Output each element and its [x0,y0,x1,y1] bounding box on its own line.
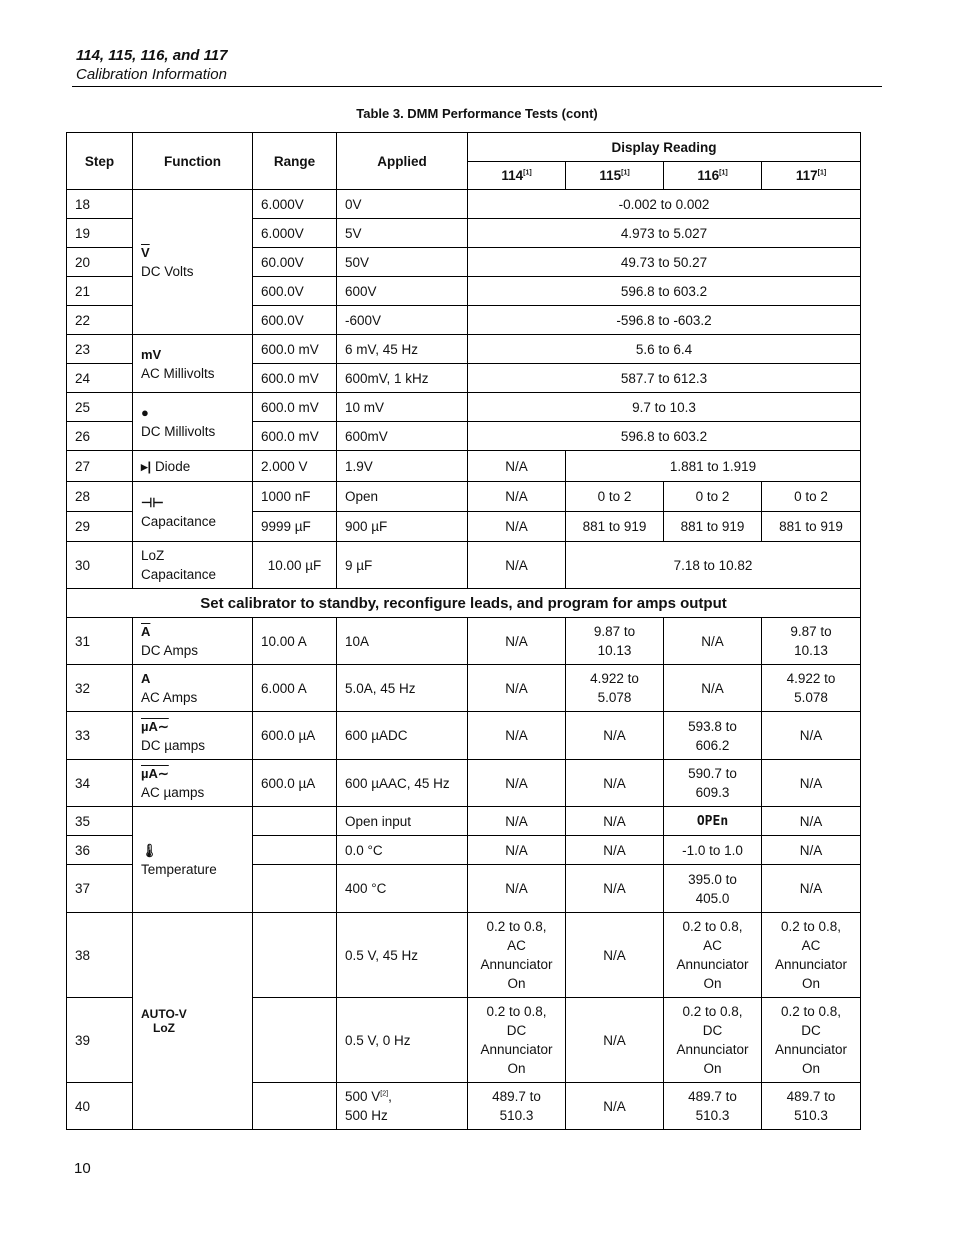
table-row [67,190,861,219]
reading-116: 0 to 2 [664,482,762,512]
reading-115: 4.922 to 5.078 [566,665,664,712]
applied-cell: 400 °C [337,865,468,913]
applied-cell: 0.5 V, 45 Hz [337,913,468,998]
function-label: AC Amps [141,690,198,705]
range-cell: 600.0 µA [253,712,337,760]
range-cell [253,836,337,865]
step-cell: 32 [67,665,133,712]
function-label: DC µamps [141,737,206,753]
reading-117: 881 to 919 [762,512,861,542]
reading-117: N/A [762,760,861,807]
step-cell: 30 [67,542,133,589]
reading-cell: -596.8 to -603.2 [468,306,861,335]
reading-116: 395.0 to 405.0 [664,865,762,913]
reading-117: 9.87 to 10.13 [762,618,861,665]
capacitor-icon: ⊣⊢ [141,494,164,510]
step-cell: 38 [67,913,133,998]
function-cell [133,482,253,542]
footnote-ref: [1] [523,169,532,177]
range-cell: 600.0 mV [253,364,337,393]
reading-116: 0.2 to 0.8, DC Annunciator On [664,998,762,1083]
applied-cell: 10 mV [337,393,468,422]
reading-116: 881 to 919 [664,512,762,542]
reading-cell: 596.8 to 603.2 [468,277,861,306]
col-header-applied: Applied [337,133,468,190]
range-cell: 600.0 mV [253,422,337,451]
applied-cell: 9 µF [337,542,468,589]
applied-cell: 1.9V [337,451,468,482]
ac-amps-icon: A [141,671,151,686]
applied-cell: 0.5 V, 0 Hz [337,998,468,1083]
reading-116: N/A [664,665,762,712]
step-cell: 21 [67,277,133,306]
col-header-114: 114[1] [468,162,566,190]
function-cell [133,542,253,589]
reading-114: N/A [468,512,566,542]
reading-115: 9.87 to 10.13 [566,618,664,665]
step-cell: 37 [67,865,133,913]
applied-cell: 6 mV, 45 Hz [337,335,468,364]
range-cell: 60.00V [253,248,337,277]
step-cell: 18 [67,190,133,219]
footnote-ref: [1] [621,169,630,177]
applied-cell: 600 µAAC, 45 Hz [337,760,468,807]
reading-117: 4.922 to 5.078 [762,665,861,712]
step-cell: 36 [67,836,133,865]
reading-cell: 596.8 to 603.2 [468,422,861,451]
range-cell [253,1083,337,1130]
function-label: Diode [154,458,191,474]
table-row [67,451,861,482]
footnote-ref: [1] [719,169,728,177]
reading-115: N/A [566,913,664,998]
step-cell: 40 [67,1083,133,1130]
table-row [67,393,861,422]
function-cell [133,190,253,335]
function-cell [133,393,253,451]
range-cell: 2.000 V [253,451,337,482]
reading-115: N/A [566,760,664,807]
applied-cell: 500 V[2], 500 Hz [337,1083,468,1130]
applied-cell: Open [337,482,468,512]
dc-volts-icon: $\overline{V}$ [141,245,150,260]
function-cell [133,760,253,807]
reading-117: N/A [762,712,861,760]
col-header-display-reading: Display Reading [468,133,861,162]
step-cell: 27 [67,451,133,482]
applied-cell: 900 µF [337,512,468,542]
reading-cell: 4.973 to 5.027 [468,219,861,248]
reading-cell: -0.002 to 0.002 [468,190,861,219]
table-row [67,760,861,807]
function-label: DC Amps [141,643,199,658]
applied-cell: 5V [337,219,468,248]
range-cell: 6.000 A [253,665,337,712]
reading-cell: 9.7 to 10.3 [468,393,861,422]
reading-114: N/A [468,807,566,836]
step-cell: 20 [67,248,133,277]
dc-millivolts-icon: ● [141,404,149,420]
autov-icon: AUTO-V LoZ [141,1007,187,1035]
table-caption: Table 3. DMM Performance Tests (cont) [356,106,598,121]
reading-117: 0.2 to 0.8, AC Annunciator On [762,913,861,998]
applied-cell: 600V [337,277,468,306]
reading-115: N/A [566,807,664,836]
table-row [67,482,861,512]
table-row [67,589,861,618]
function-label: Temperature [141,861,217,877]
function-cell [133,913,253,1130]
function-label: AC Millivolts [141,365,215,381]
reading-114: N/A [468,451,566,482]
table-row [67,712,861,760]
reading-cell: 5.6 to 6.4 [468,335,861,364]
reading-115: N/A [566,998,664,1083]
ac-millivolts-icon: mV [141,346,162,362]
step-cell: 29 [67,512,133,542]
step-cell: 19 [67,219,133,248]
reading-114: 489.7 to 510.3 [468,1083,566,1130]
reading-117: 0 to 2 [762,482,861,512]
function-cell [133,807,253,913]
function-label: Capacitance [141,513,217,529]
footnote-ref: [1] [817,169,827,177]
reading-115: N/A [566,865,664,913]
reading-117: N/A [762,865,861,913]
table-row [67,913,861,998]
reading-115: 0 to 2 [566,482,664,512]
reading-114: N/A [468,836,566,865]
range-cell: 10.00 A [253,618,337,665]
range-cell: 1000 nF [253,482,337,512]
header-rule [72,86,882,87]
range-cell: 10.00 µF [253,542,337,589]
reading-116: N/A [664,618,762,665]
thermometer-icon: 🌡 [141,842,158,858]
step-cell: 26 [67,422,133,451]
function-cell [133,665,253,712]
table-row [67,618,861,665]
reading-114: 0.2 to 0.8, AC Annunciator On [468,913,566,998]
table-row [67,665,861,712]
footnote-ref: [2] [380,1090,389,1098]
function-cell [133,451,253,482]
range-cell: 600.0 mV [253,335,337,364]
reading-115: 881 to 919 [566,512,664,542]
range-cell: 600.0V [253,306,337,335]
function-label: LoZ [141,548,165,563]
header-models: 114, 115, 116, and 117 [76,47,228,64]
col-header-range: Range [253,133,337,190]
step-cell: 34 [67,760,133,807]
col-header-116: 116[1] [664,162,762,190]
function-cell [133,335,253,393]
range-cell: 6.000V [253,190,337,219]
range-cell [253,807,337,836]
reading-117: 489.7 to 510.3 [762,1083,861,1130]
reading-114: N/A [468,712,566,760]
step-cell: 28 [67,482,133,512]
header-section: Calibration Information [76,66,227,83]
applied-cell: 5.0A, 45 Hz [337,665,468,712]
function-label: DC Volts [141,264,194,279]
reading-114: N/A [468,760,566,807]
function-cell [133,712,253,760]
range-cell: 6.000V [253,219,337,248]
range-cell: 9999 µF [253,512,337,542]
col-header-function: Function [133,133,253,190]
applied-cell: 10A [337,618,468,665]
performance-table [66,132,861,1130]
reading-117: N/A [762,836,861,865]
function-label: Capacitance [141,567,217,582]
microamps-icon: µA∼ [141,718,169,734]
range-cell: 600.0 µA [253,760,337,807]
range-cell [253,865,337,913]
reading-117: 0.2 to 0.8, DC Annunciator On [762,998,861,1083]
function-label: DC Millivolts [141,423,216,439]
running-header [76,46,228,84]
step-cell: 33 [67,712,133,760]
step-cell: 31 [67,618,133,665]
reading-114: N/A [468,542,566,589]
step-cell: 35 [67,807,133,836]
reading-114: N/A [468,865,566,913]
range-cell [253,913,337,998]
diode-icon: ▸| [141,458,152,474]
applied-cell: 600mV [337,422,468,451]
reading-116: 590.7 to 609.3 [664,760,762,807]
step-cell: 39 [67,998,133,1083]
dc-amps-icon: $\overline{A}$ [141,624,151,639]
section-banner: Set calibrator to standby, reconfigure leads, and program for amps output [67,589,861,618]
reading-115: N/A [566,836,664,865]
table-row [67,807,861,836]
reading-cell: 49.73 to 50.27 [468,248,861,277]
step-cell: 22 [67,306,133,335]
reading-116: 489.7 to 510.3 [664,1083,762,1130]
reading-cell: 7.18 to 10.82 [566,542,861,589]
applied-cell: 0.0 °C [337,836,468,865]
table-row [67,335,861,364]
microamps-icon: µA∼ [141,766,169,781]
col-header-115: 115[1] [566,162,664,190]
reading-cell: 587.7 to 612.3 [468,364,861,393]
reading-114: N/A [468,482,566,512]
reading-114: N/A [468,665,566,712]
applied-cell: 50V [337,248,468,277]
applied-cell: 600mV, 1 kHz [337,364,468,393]
reading-114: 0.2 to 0.8, DC Annunciator On [468,998,566,1083]
range-cell: 600.0 mV [253,393,337,422]
range-cell: 600.0V [253,277,337,306]
reading-115: N/A [566,1083,664,1130]
reading-116: OPEn [664,807,762,836]
applied-cell: -600V [337,306,468,335]
applied-cell: 0V [337,190,468,219]
reading-115: N/A [566,712,664,760]
table-row [67,542,861,589]
page-number: 10 [74,1160,91,1177]
applied-cell: Open input [337,807,468,836]
reading-116: 593.8 to 606.2 [664,712,762,760]
reading-116: -1.0 to 1.0 [664,836,762,865]
reading-116: 0.2 to 0.8, AC Annunciator On [664,913,762,998]
col-header-step: Step [67,133,133,190]
step-cell: 24 [67,364,133,393]
function-cell [133,618,253,665]
applied-cell: 600 µADC [337,712,468,760]
step-cell: 25 [67,393,133,422]
range-cell [253,998,337,1083]
reading-114: N/A [468,618,566,665]
col-header-117: 117[1] [762,162,861,190]
function-label: AC µamps [141,785,205,800]
reading-117: N/A [762,807,861,836]
step-cell: 23 [67,335,133,364]
reading-cell: 1.881 to 1.919 [566,451,861,482]
